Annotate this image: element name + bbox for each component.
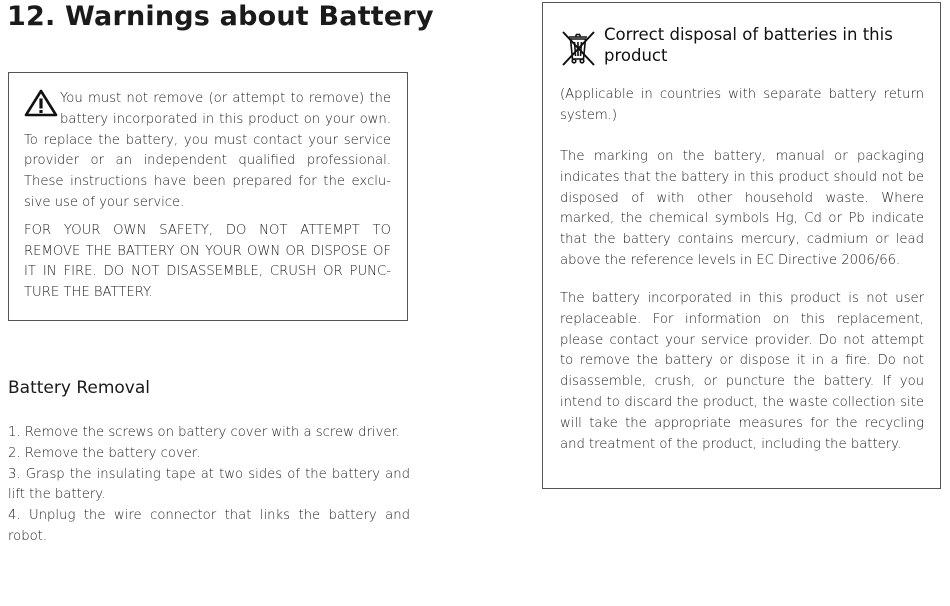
- list-item: 2. Remove the battery cover.: [8, 445, 201, 461]
- warning-triangle-icon: [24, 89, 58, 117]
- battery-removal-heading: Battery Removal: [8, 378, 150, 398]
- crossed-out-bin-icon: [560, 28, 598, 68]
- warning-caps-text: FOR YOUR OWN SAFETY, DO NOT ATTEMPT TO REMOVE THE BATTERY ON YOUR OWN OR DISPOSE OF IT IN FIRE. DO NOT DISASSEMBLE, CRUSH OR PUNC-TURE THE BATTERY.: [24, 222, 391, 301]
- disposal-paragraph-1: The marking on the battery, manual or packaging indicates that the battery in this product should not be disposed of with other household waste. Where marked, the chemical symbols Hg, Cd or Pb indicate that the battery contains mercury, cadmium or lead above the reference levels in EC Directive 2006/66.: [560, 149, 924, 268]
- disposal-box: [542, 2, 941, 489]
- removal-steps-list: [8, 423, 410, 548]
- list-item: 3. Grasp the insulating tape at two sides of the battery and lift the battery.: [8, 466, 410, 503]
- warning-text: You must not remove (or attempt to remove) the battery incorporated in this product on your own. To replace the battery, you must contact your service provider or an independent qualified professional. These instructions have been prepared for the exclu-sive use of your service.: [24, 91, 391, 210]
- list-item: 1. Remove the screws on battery cover with a screw driver.: [8, 425, 400, 440]
- disposal-paragraph-2: The battery incorporated in this product is not user replaceable. For information on this replacement, please contact your service provider. Do not attempt to remove the battery or dispose it in a fire. Do not disassemble, crush, or puncture the battery. If you intend to discard the product, the waste collection site will take the appropriate measures for the recycling and treatment of the product, including the battery.: [560, 291, 924, 452]
- warning-box: [8, 72, 408, 321]
- disposal-title: Correct disposal of batteries in this product: [604, 25, 893, 65]
- page-title: 12. Warnings about Battery: [7, 1, 434, 32]
- warning-paragraph: [24, 89, 391, 214]
- list-item: 4. Unplug the wire connector that links the battery and robot.: [8, 508, 410, 544]
- disposal-note: (Applicable in countries with separate battery return system.): [560, 87, 924, 123]
